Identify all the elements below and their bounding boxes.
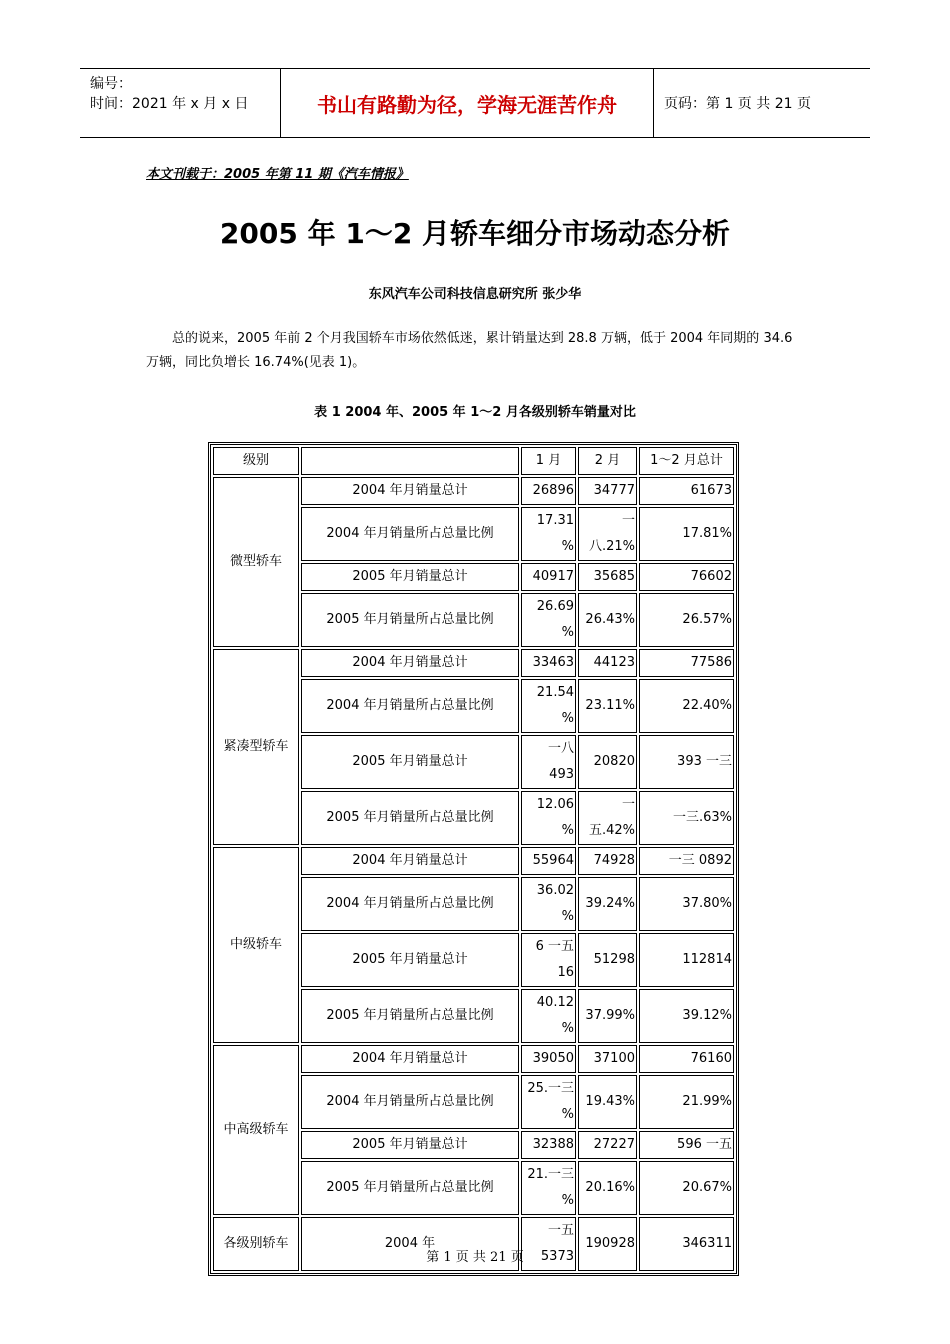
- feb-cell: 37.99%: [578, 989, 637, 1043]
- jan-cell: 32388: [521, 1131, 576, 1159]
- category-cell: 中级轿车: [213, 847, 299, 1043]
- header-cell: 级别: [213, 447, 299, 475]
- jan-cell: 12.06 %: [521, 791, 576, 845]
- feb-cell: 一 五.42%: [578, 791, 637, 845]
- intro-paragraph: 总的说来，2005 年前 2 个月我国轿车市场依然低迷，累计销量达到 28.8 万辆，低于 2004 年同期的 34.6 万辆，同比负增长 16.74%(见表 1)。: [146, 331, 793, 370]
- feb-cell: 27227: [578, 1131, 637, 1159]
- header-motto: 书山有路勤为径，学海无涯苦作舟: [317, 92, 617, 117]
- category-cell: 中高级轿车: [213, 1045, 299, 1215]
- jan-cell: 一八 493: [521, 735, 576, 789]
- row-label-cell: 2004 年月销量所占总量比例: [301, 877, 519, 931]
- feb-cell: 51298: [578, 933, 637, 987]
- jan-cell: 39050: [521, 1045, 576, 1073]
- total-cell: 26.57%: [639, 593, 734, 647]
- table-row: [213, 477, 734, 505]
- jan-cell: 一五 5373: [521, 1217, 576, 1271]
- header-center-cell: [281, 69, 654, 137]
- header-cell: [301, 447, 519, 475]
- row-label-cell: 2004 年: [301, 1217, 519, 1271]
- page-footer: 第 1 页 共 21 页: [426, 1250, 524, 1265]
- feb-cell: 23.11%: [578, 679, 637, 733]
- feb-cell: 44123: [578, 649, 637, 677]
- total-cell: 346311: [639, 1217, 734, 1271]
- row-label-cell: 2004 年月销量总计: [301, 477, 519, 505]
- jan-cell: 36.02 %: [521, 877, 576, 931]
- total-cell: 61673: [639, 477, 734, 505]
- jan-cell: 40917: [521, 563, 576, 591]
- total-cell: 76160: [639, 1045, 734, 1073]
- table-row: [213, 649, 734, 677]
- feb-cell: 20820: [578, 735, 637, 789]
- header-right-cell: [654, 69, 870, 137]
- row-label-cell: 2005 年月销量所占总量比例: [301, 1161, 519, 1215]
- row-label-cell: 2005 年月销量所占总量比例: [301, 593, 519, 647]
- author-line: 东风汽车公司科技信息研究所 张少华: [368, 287, 582, 302]
- row-label-cell: 2004 年月销量总计: [301, 847, 519, 875]
- row-label-cell: 2005 年月销量总计: [301, 735, 519, 789]
- jan-cell: 33463: [521, 649, 576, 677]
- total-cell: 22.40%: [639, 679, 734, 733]
- jan-cell: 21.一三 %: [521, 1161, 576, 1215]
- row-label-cell: 2005 年月销量总计: [301, 933, 519, 987]
- jan-cell: 6 一五 16: [521, 933, 576, 987]
- total-cell: 一三.63%: [639, 791, 734, 845]
- row-label-cell: 2005 年月销量所占总量比例: [301, 989, 519, 1043]
- total-cell: 20.67%: [639, 1161, 734, 1215]
- sales-table: [208, 442, 739, 1276]
- total-cell: 17.81%: [639, 507, 734, 561]
- row-label-cell: 2005 年月销量总计: [301, 563, 519, 591]
- table-row: [213, 1045, 734, 1073]
- page-header: [80, 68, 870, 138]
- feb-cell: 20.16%: [578, 1161, 637, 1215]
- total-cell: 76602: [639, 563, 734, 591]
- document-title: 2005 年 1～2 月轿车细分市场动态分析: [219, 217, 731, 250]
- row-label-cell: 2004 年月销量总计: [301, 1045, 519, 1073]
- row-label-cell: 2004 年月销量总计: [301, 649, 519, 677]
- total-cell: 112814: [639, 933, 734, 987]
- header-left-cell: [80, 69, 281, 137]
- feb-cell: 34777: [578, 477, 637, 505]
- row-label-cell: 2004 年月销量所占总量比例: [301, 1075, 519, 1129]
- jan-cell: 21.54 %: [521, 679, 576, 733]
- source-note: 本文刊载于：2005 年第 11 期《汽车情报》: [146, 167, 409, 182]
- total-cell: 一三 0892: [639, 847, 734, 875]
- feb-cell: 35685: [578, 563, 637, 591]
- category-cell: 微型轿车: [213, 477, 299, 647]
- jan-cell: 25.一三 %: [521, 1075, 576, 1129]
- jan-cell: 55964: [521, 847, 576, 875]
- jan-cell: 26896: [521, 477, 576, 505]
- table-header-row: [213, 447, 734, 475]
- row-label-cell: 2004 年月销量所占总量比例: [301, 679, 519, 733]
- table-caption: 表 1 2004 年、2005 年 1～2 月各级别轿车销量对比: [314, 405, 636, 420]
- category-cell: 紧凑型轿车: [213, 649, 299, 845]
- total-cell: 39.12%: [639, 989, 734, 1043]
- feb-cell: 26.43%: [578, 593, 637, 647]
- jan-cell: 40.12 %: [521, 989, 576, 1043]
- category-cell: 各级别轿车: [213, 1217, 299, 1271]
- row-label-cell: 2004 年月销量所占总量比例: [301, 507, 519, 561]
- header-cell: 2 月: [578, 447, 637, 475]
- header-cell: 1～2 月总计: [639, 447, 734, 475]
- jan-cell: 26.69 %: [521, 593, 576, 647]
- feb-cell: 一 八.21%: [578, 507, 637, 561]
- row-label-cell: 2005 年月销量所占总量比例: [301, 791, 519, 845]
- total-cell: 77586: [639, 649, 734, 677]
- row-label-cell: 2005 年月销量总计: [301, 1131, 519, 1159]
- sales-table-body: [213, 447, 734, 1271]
- total-cell: 393 一三: [639, 735, 734, 789]
- table-row: [213, 847, 734, 875]
- feb-cell: 190928: [578, 1217, 637, 1271]
- total-cell: 21.99%: [639, 1075, 734, 1129]
- feb-cell: 74928: [578, 847, 637, 875]
- header-page-info: 页码：第 1 页 共 21 页: [664, 96, 811, 112]
- document-number-label: 编号：: [90, 76, 132, 92]
- feb-cell: 19.43%: [578, 1075, 637, 1129]
- jan-cell: 17.31 %: [521, 507, 576, 561]
- total-cell: 596 一五: [639, 1131, 734, 1159]
- feb-cell: 39.24%: [578, 877, 637, 931]
- document-date-label: 时间：2021 年 x 月 x 日: [90, 96, 249, 112]
- header-cell: 1 月: [521, 447, 576, 475]
- total-cell: 37.80%: [639, 877, 734, 931]
- feb-cell: 37100: [578, 1045, 637, 1073]
